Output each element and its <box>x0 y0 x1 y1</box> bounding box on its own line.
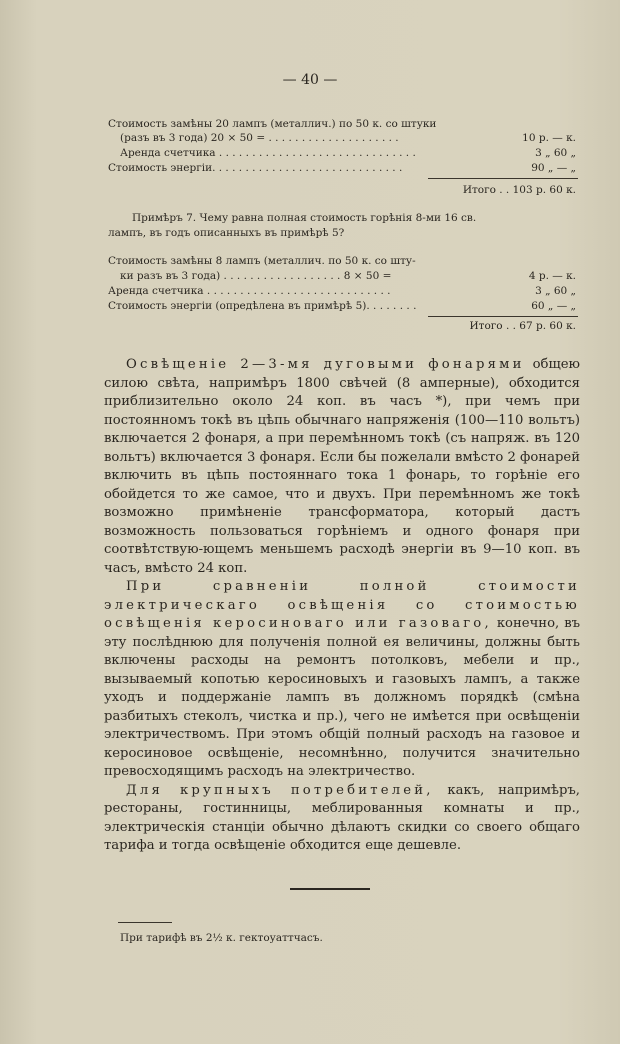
paragraph-text: конечно, въ эту послѣднюю для полученія полной ея величины, должны быть включены расходы на ремонтъ потолковъ, мебели и пр., вызываемый копотью керосиновыхъ и газовыхъ лампъ, а также уходъ и поддержаніе лампъ въ должномъ порядкѣ (смѣна разбитыхъ стеколъ, чистка и пр.), чего не имѣется при освѣщеніи электричествомъ. При этомъ общій полный расходъ на газовое и керосиновое освѣщеніе, несомнѣнно, получится значительно превосходящимъ расходъ на электричество. <box>104 616 581 779</box>
page-number: — 40 — <box>282 72 338 88</box>
calc2-total: Итого . . 67 р. 60 к. <box>469 320 576 332</box>
example7-line2: лампъ, въ годъ описанныхъ въ примѣрѣ 5? <box>108 227 345 239</box>
calc2-line1: Стоимость замѣны 8 лампъ (металлич. по 50 к. со шту- <box>108 255 416 267</box>
spaced-heading: При сравненіи полной стоимости электрическаго освѣщенія со стоимостью освѣщенія керосиноваго или газоваго, <box>104 579 580 631</box>
footnote-rule <box>118 922 172 923</box>
calc2-line3-value: 3 „ 60 „ <box>535 285 576 297</box>
calc2-line4: Стоимость энергіи (опредѣлена въ примѣрѣ 5). . . . . . . . <box>108 300 417 312</box>
calc2-line3: Аренда счетчика . . . . . . . . . . . . . . . . . . . . . . . . . . . . <box>108 285 391 297</box>
calc1-line2-value: 10 р. — к. <box>522 132 576 144</box>
calc2-line2-value: 4 р. — к. <box>528 270 576 282</box>
calc1-total: Итого . . 103 р. 60 к. <box>462 184 576 196</box>
spaced-heading: Для крупныхъ потребителей, <box>126 782 434 798</box>
paragraph-comparison <box>104 578 580 782</box>
calc2-sum-rule <box>428 316 578 317</box>
example7-line1: Примѣръ 7. Чему равна полная стоимость горѣнія 8-ми 16 св. <box>132 212 477 224</box>
calc2-line2 <box>120 270 391 282</box>
multiply-sign-icon: × <box>353 270 363 282</box>
calc1-line1: Стоимость замѣны 20 лампъ (металлич.) по 50 к. со штуки <box>108 118 437 130</box>
calc1-line3-value: 3 „ 60 „ <box>535 147 576 159</box>
calc1-line2-dots: 50 = . . . . . . . . . . . . . . . . . . . . <box>239 132 399 144</box>
calc1-line4: Стоимость энергіи. . . . . . . . . . . . . . . . . . . . . . . . . . . . . <box>108 162 403 174</box>
spaced-heading: Освѣщеніе 2—3-мя дуговыми фонарями <box>126 357 525 372</box>
calc1-sum-rule <box>428 178 578 179</box>
paragraph-lighting-arcs <box>104 356 580 578</box>
calc2-line2-eq: 50 = <box>365 270 392 282</box>
calc1-line2-label: (разъ въ 3 года) 20 <box>120 132 225 144</box>
paragraph-text: какъ, напримѣръ, рестораны, гостинницы, меблированныя комнаты и пр., электрическія станціи обычно дѣлаютъ скидки со своего общаго тарифа и тогда освѣщеніе обходится еще дешевле. <box>104 782 580 853</box>
calc2-line2-label: ки разъ въ 3 года) . . . . . . . . . . . . . . . . . . 8 <box>120 270 351 282</box>
calc1-line4-value: 90 „ — „ <box>531 162 576 174</box>
calc1-line3: Аренда счетчика . . . . . . . . . . . . . . . . . . . . . . . . . . . . . . <box>120 147 416 159</box>
calc1-line2 <box>120 132 399 144</box>
multiply-sign-icon: × <box>227 132 237 144</box>
footnote: При тарифѣ въ 2½ к. гектоуаттчасъ. <box>120 932 323 944</box>
paragraph-text: общею силою свѣта, напримѣръ 1800 свѣчей (8 амперные), обходится приблизительно около 24 коп. въ часъ *), при чемъ при постоянномъ токѣ въ цѣпь обычнаго напряженія (100—110 вольтъ) включается 2 фонаря, а при перемѣнномъ токѣ (съ напряж. въ 120 вольтъ) включается 3 фонаря. Если бы пожелали вмѣсто 2 фонарей включить въ цѣпь постояннаго тока 1 фонарь, то горѣніе его обойдется то же самое, что и двухъ. При перемѣнномъ же токѣ возможно примѣненіе трансформатора, который дастъ возможность пользоваться горѣніемъ и одного фонаря при соотвѣтствую-ющемъ меньшемъ расходѣ энергіи въ 9—10 коп. въ часъ, вмѣсто 24 коп. <box>104 357 580 576</box>
body-text <box>104 356 580 856</box>
section-end-rule <box>290 888 370 890</box>
calc2-line4-value: 60 „ — „ <box>531 300 576 312</box>
paragraph-large-consumers <box>104 782 580 856</box>
